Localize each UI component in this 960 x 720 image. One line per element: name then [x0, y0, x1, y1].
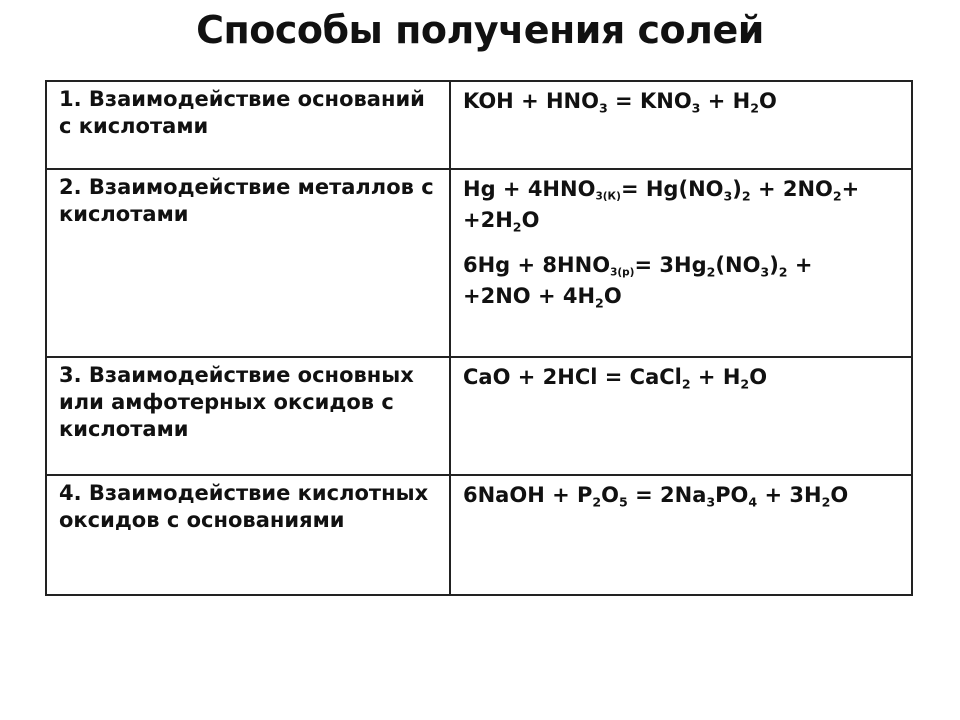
table-row [46, 475, 912, 595]
equation: CaO + 2HCl = CaCl$_2$ + $H_2O$ [463, 365, 768, 392]
method-condition: 1. Взаимодействие оснований с кислотами [46, 81, 450, 169]
methods-table [45, 80, 913, 596]
table-row [46, 357, 912, 475]
equation: KOH + $HNO_3 = KNO_3 + H_2O$ [463, 89, 777, 116]
slide-title: Способы получения солей [196, 8, 764, 52]
equation: $+2H_2O$ [463, 208, 540, 235]
equation-cell [450, 475, 912, 595]
method-condition: 4. Взаимодействие кислотных оксидов с основаниями [46, 475, 450, 595]
equation-cell [450, 169, 912, 357]
equation: $Hg + 4HNO_{3(К)}= Hg(NO_3)_2 + 2NO_2+$ [463, 177, 860, 204]
method-condition: 3. Взаимодействие основных или амфотерных оксидов с кислотами [46, 357, 450, 475]
equation: $6Hg + 8HNO_{3(р)}= 3Hg_2(NO_3)_2$ + [463, 253, 813, 280]
equation-cell [450, 81, 912, 169]
table-row [46, 169, 912, 357]
equation: 6NaOH + $P_2O_5 = 2Na_3PO_4 + 3H_2O$ [463, 483, 849, 510]
equation-cell [450, 357, 912, 475]
method-condition: 2. Взаимодействие металлов с кислотами [46, 169, 450, 357]
table-row [46, 81, 912, 169]
equation: $+2NO + 4H_2O$ [463, 284, 622, 311]
